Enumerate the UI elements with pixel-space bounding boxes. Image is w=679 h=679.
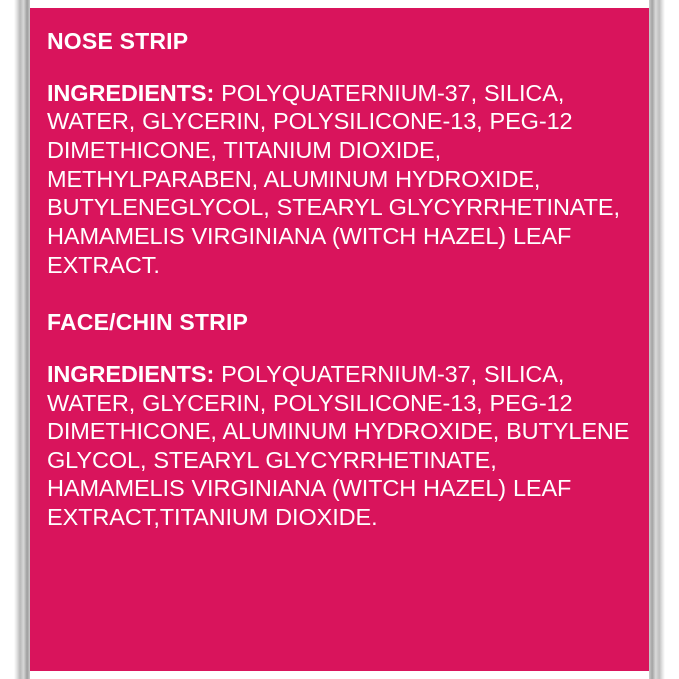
nose-strip-section xyxy=(47,28,641,279)
top-trim-edge xyxy=(14,0,665,8)
face-chin-strip-title: FACE/CHIN STRIP xyxy=(47,309,249,336)
face-chin-strip-section xyxy=(47,309,641,532)
face-chin-strip-ingredients xyxy=(47,360,641,532)
face-chin-strip-ingredients-label: INGREDIENTS: xyxy=(47,360,215,387)
nose-strip-ingredients-label: INGREDIENTS: xyxy=(47,79,215,106)
bottom-trim-edge xyxy=(14,671,665,679)
nose-strip-ingredients-text: POLYQUATERNIUM-37, SILICA, WATER, GLYCERIN, POLYSILICONE-13, PEG-12 DIMETHICONE, TITANIUM DIOXIDE, METHYLPARABEN, ALUMINUM HYDROXIDE, BUTYLENEGLYCOL, STEARYL GLYCYRRHETINATE, HAMAMELIS VIRGINIANA (WITCH HAZEL) LEAF EXTRACT. xyxy=(47,79,620,278)
nose-strip-title: NOSE STRIP xyxy=(47,28,189,54)
label-content xyxy=(47,28,641,555)
right-metallic-edge xyxy=(649,0,665,679)
nose-strip-ingredients xyxy=(47,79,641,280)
face-chin-strip-ingredients-text: POLYQUATERNIUM-37, SILICA, WATER, GLYCERIN, POLYSILICONE-13, PEG-12 DIMETHICONE, ALUMINUM HYDROXIDE, BUTYLENE GLYCOL, STEARYL GLYCYRRHETINATE, HAMAMELIS VIRGINIANA (WITCH HAZEL) LEAF EXTRACT,TITANIUM DIOXIDE. xyxy=(47,360,630,531)
left-metallic-edge xyxy=(14,0,30,679)
